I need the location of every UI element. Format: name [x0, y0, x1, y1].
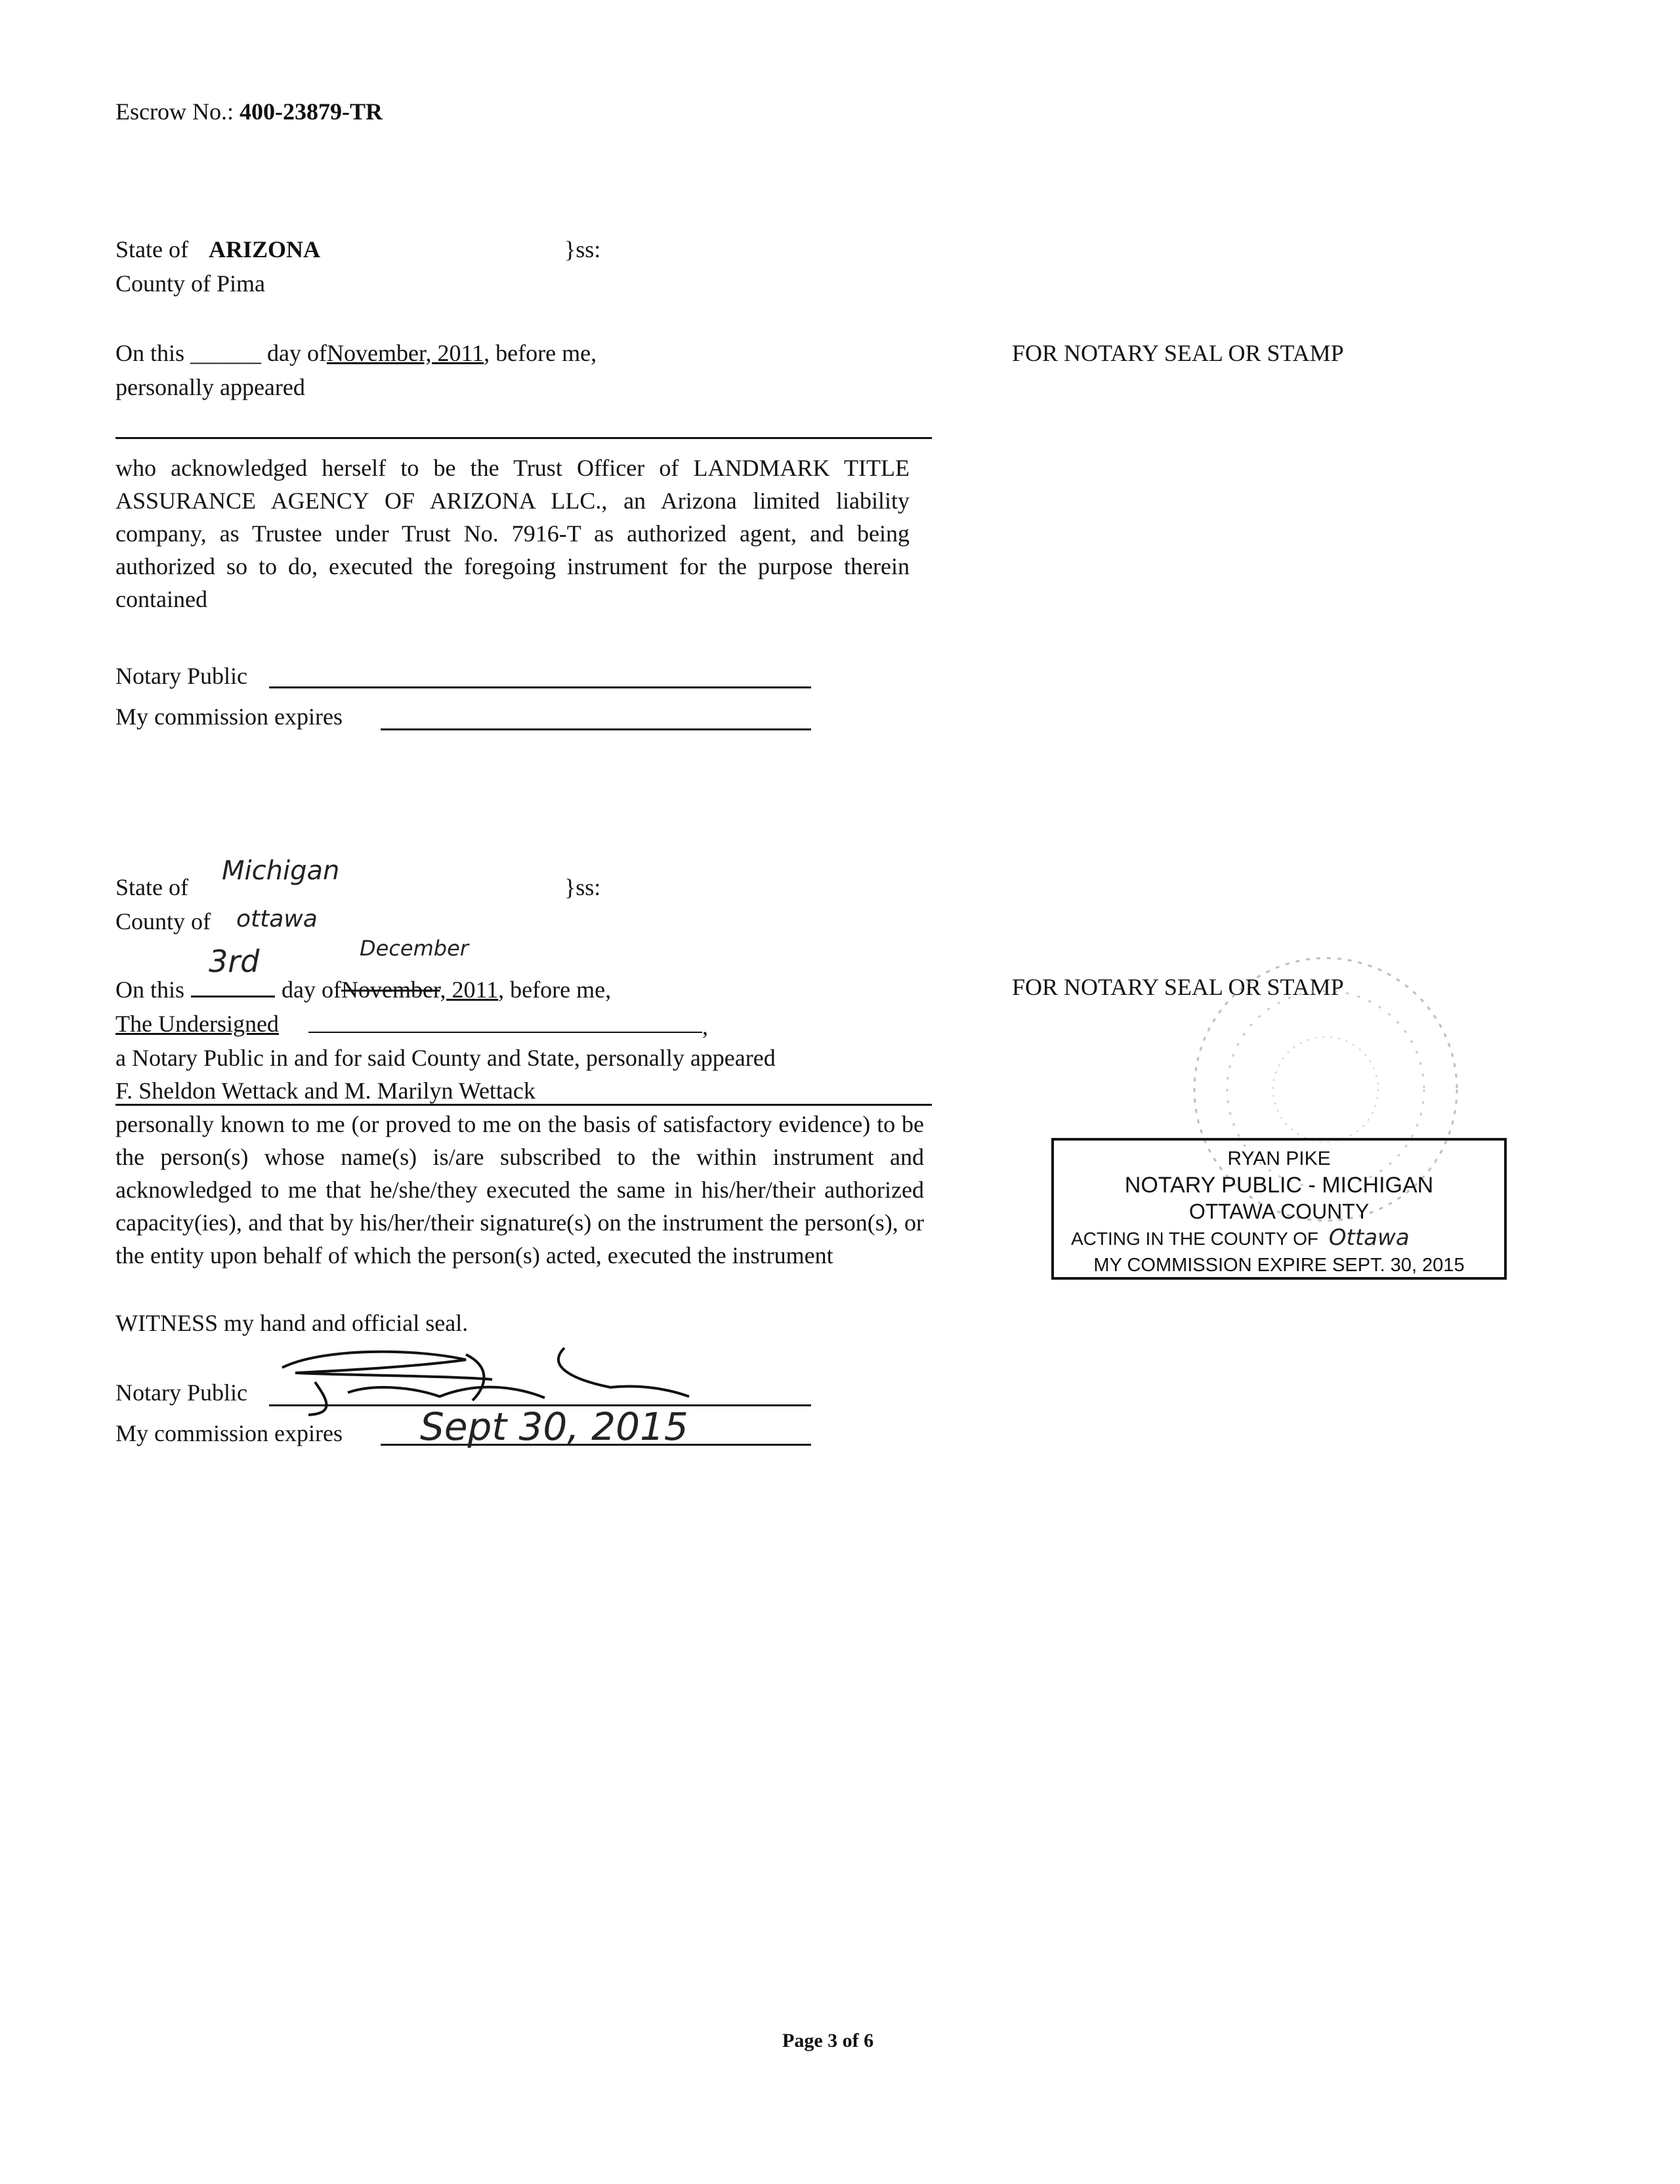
expiry-handwritten: Sept 30, 2015: [420, 1404, 688, 1449]
undersigned-underline: [308, 1032, 702, 1033]
names-line: F. Sheldon Wettack and M. Marilyn Wettack: [116, 1078, 536, 1104]
on-this-label: On this: [116, 976, 185, 1003]
county-label: County of: [116, 908, 211, 934]
stamp-acting-handwritten: Ottawa: [1328, 1225, 1410, 1251]
state-label: State of: [116, 236, 188, 262]
state-handwritten: Michigan: [222, 856, 340, 886]
day-of-label: day of: [267, 340, 327, 366]
county-line-1: [116, 266, 265, 301]
before-me: , before me,: [484, 340, 597, 366]
stamp-name: RYAN PIKE: [1227, 1148, 1331, 1169]
stamp-expires: MY COMMISSION EXPIRE SEPT. 30, 2015: [1093, 1255, 1465, 1276]
seal-label-2: FOR NOTARY SEAL OR STAMP: [1012, 974, 1344, 1000]
state-line-1: [116, 232, 320, 266]
acknowledgment-text-2: personally known to me (or proved to me on the basis of satisfactory evidence) to be the person(s) whose name(s) is/are subscribed to the within instrument and acknowledged to me that he/she/they executed the same in his/her/their authorized capacity(ies), and that by his/her/their signature(s) on the instrument the person(s), or the entity upon behalf of which the person(s) acted, executed the instrument: [116, 1111, 924, 1269]
stamp-acting: [1054, 1225, 1504, 1252]
names-underline: [116, 1104, 932, 1106]
struck-month: November: [341, 976, 440, 1003]
county-value: Pima: [217, 270, 266, 297]
month-handwritten: December: [360, 936, 469, 961]
stamp-title: NOTARY PUBLIC - MICHIGAN: [1124, 1173, 1434, 1198]
county-label: County of: [116, 270, 211, 297]
escrow-label: Escrow No.:: [116, 98, 234, 125]
state-value: ARIZONA: [208, 236, 320, 262]
page-number: Page 3 of 6: [782, 2030, 874, 2051]
commission-expires-label-1: My commission expires: [116, 704, 343, 730]
notary-line-2: a Notary Public in and for said County and State, personally appeared: [116, 1045, 776, 1071]
county-line-2: [116, 904, 211, 938]
undersigned-value: The Undersigned: [116, 1011, 279, 1037]
stamp-acting-label: ACTING IN THE COUNTY OF: [1071, 1228, 1318, 1249]
witness-line: WITNESS my hand and official seal.: [116, 1310, 469, 1336]
seal-label-1: FOR NOTARY SEAL OR STAMP: [1012, 340, 1344, 366]
county-handwritten: ottawa: [236, 906, 318, 933]
commission-expires-label-2: My commission expires: [116, 1420, 343, 1446]
day-blank: ______: [190, 340, 262, 366]
ss-marker-1: }ss:: [564, 236, 601, 262]
before-me: , before me,: [498, 976, 612, 1003]
on-this-line-2: [116, 973, 611, 1007]
notary-stamp: [1051, 1138, 1507, 1280]
undersigned-line: [116, 1007, 279, 1041]
commission-expires-line-1: [381, 728, 811, 730]
day-of-label: day of: [282, 976, 341, 1003]
month-year: November, 2011: [326, 340, 484, 366]
appeared-name-line-1: [116, 437, 932, 439]
acknowledgment-text-1: who acknowledged herself to be the Trust Officer of LANDMARK TITLE ASSURANCE AGENCY OF ARIZONA LLC., an Arizona limited liability company, as Trustee under Trust No. 7916-T as authorized agent, and being authorized so to do, executed the foregoing instrument for the purpose therein contained: [116, 455, 910, 612]
personally-appeared-1: personally appeared: [116, 374, 305, 400]
undersigned-comma: ,: [702, 1013, 708, 1040]
on-this-line-1: [116, 336, 597, 370]
escrow-line: [116, 94, 383, 129]
state-label: State of: [116, 874, 188, 900]
notary-public-label-2: Notary Public: [116, 1379, 247, 1406]
notary-public-label-1: Notary Public: [116, 663, 247, 689]
notary-signature-line-1: [269, 686, 811, 688]
year: , 2011: [440, 976, 499, 1003]
escrow-number: 400-23879-TR: [239, 98, 383, 125]
stamp-county: OTTAWA COUNTY: [1188, 1200, 1370, 1223]
ss-marker-2: }ss:: [564, 874, 601, 900]
state-line-2: [116, 870, 188, 904]
on-this-label: On this: [116, 340, 185, 366]
day-handwritten: 3rd: [209, 944, 260, 979]
